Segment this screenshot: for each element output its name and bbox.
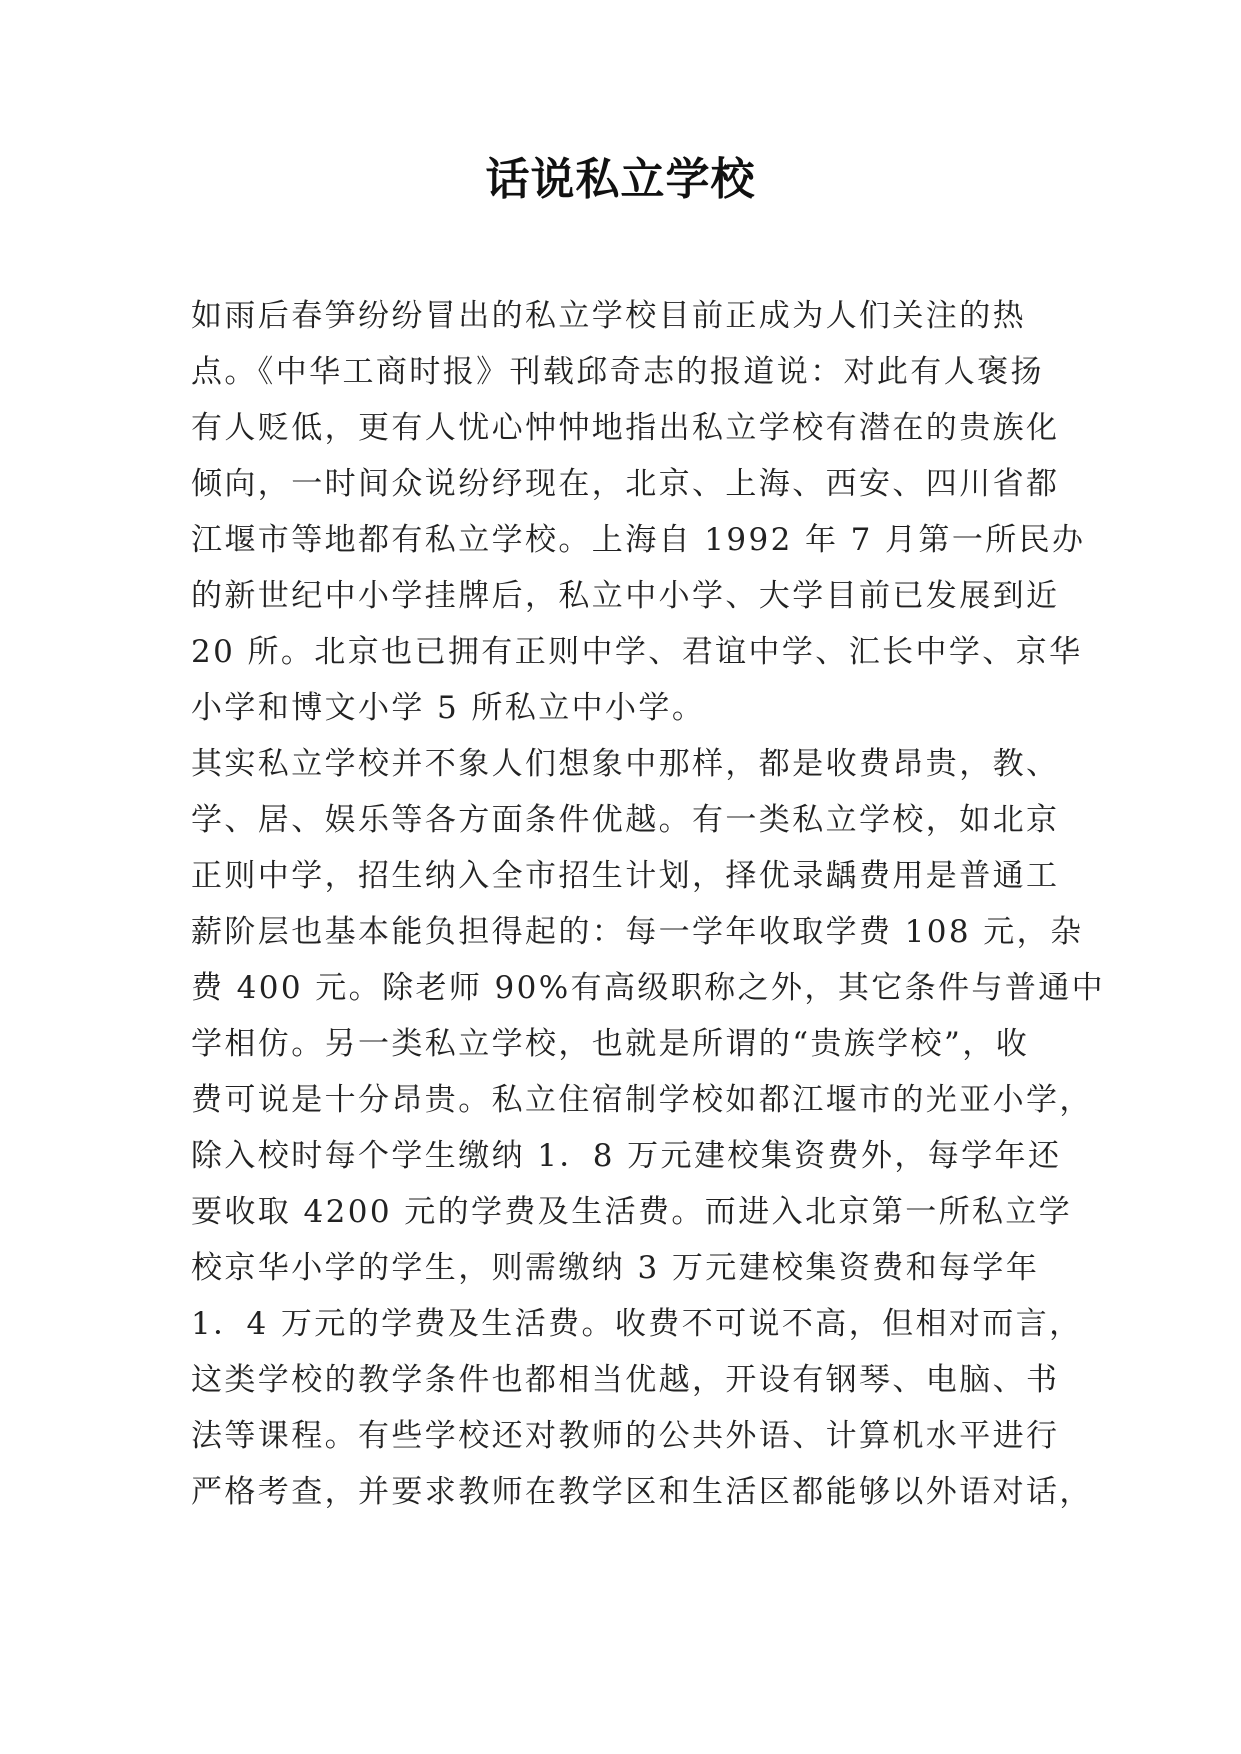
text-line: 倾向，一时间众说纷纾现在，北京、上海、西安、四川省都: [191, 466, 1060, 502]
document-body: [191, 288, 1106, 1520]
text-line: 费可说是十分昂贵。私立住宿制学校如都江堰市的光亚小学，: [191, 1082, 1093, 1118]
text-line: 小学和博文小学 5 所私立中小学。: [191, 690, 706, 726]
document-title: 话说私立学校: [485, 154, 756, 205]
text-line: 除入校时每个学生缴纳 1．8 万元建校集资费外，每学年还: [191, 1138, 1062, 1174]
text-line: 点。《中华工商时报》刊载邱奇志的报道说：对此有人褒扬: [191, 354, 1044, 390]
text-line: 这类学校的教学条件也都相当优越，开设有钢琴、电脑、书: [191, 1362, 1060, 1398]
text-line: 严格考查，并要求教师在教学区和生活区都能够以外语对话，: [191, 1474, 1093, 1510]
text-line: 学、居、娱乐等各方面条件优越。有一类私立学校，如北京: [191, 802, 1060, 838]
text-line: 费 400 元。除老师 90%有高级职称之外，其它条件与普通中: [191, 970, 1106, 1006]
text-line: 如雨后春笋纷纷冒出的私立学校目前正成为人们关注的热: [191, 298, 1026, 334]
text-line: 要收取 4200 元的学费及生活费。而进入北京第一所私立学: [191, 1194, 1073, 1230]
text-line: 的新世纪中小学挂牌后，私立中小学、大学目前已发展到近: [191, 578, 1060, 614]
text-line: 校京华小学的学生，则需缴纳 3 万元建校集资费和每学年: [191, 1250, 1040, 1286]
text-line: 法等课程。有些学校还对教师的公共外语、计算机水平进行: [191, 1418, 1060, 1454]
text-line: 有人贬低，更有人忧心忡忡地指出私立学校有潜在的贵族化: [191, 410, 1060, 446]
text-line: 其实私立学校并不象人们想象中那样，都是收费昂贵，教、: [191, 746, 1060, 782]
text-line: 学相仿。另一类私立学校，也就是所谓的“贵族学校”，收: [191, 1026, 1030, 1062]
text-line: 薪阶层也基本能负担得起的：每一学年收取学费 108 元，杂: [191, 914, 1084, 950]
text-line: 20 所。北京也已拥有正则中学、君谊中学、汇长中学、京华: [191, 634, 1083, 670]
text-line: 1．4 万元的学费及生活费。收费不可说不高，但相对而言，: [191, 1306, 1083, 1342]
text-line: 江堰市等地都有私立学校。上海自 1992 年 7 月第一所民办: [191, 522, 1086, 558]
text-line: 正则中学，招生纳入全市招生计划，择优录龋费用是普通工: [191, 858, 1060, 894]
